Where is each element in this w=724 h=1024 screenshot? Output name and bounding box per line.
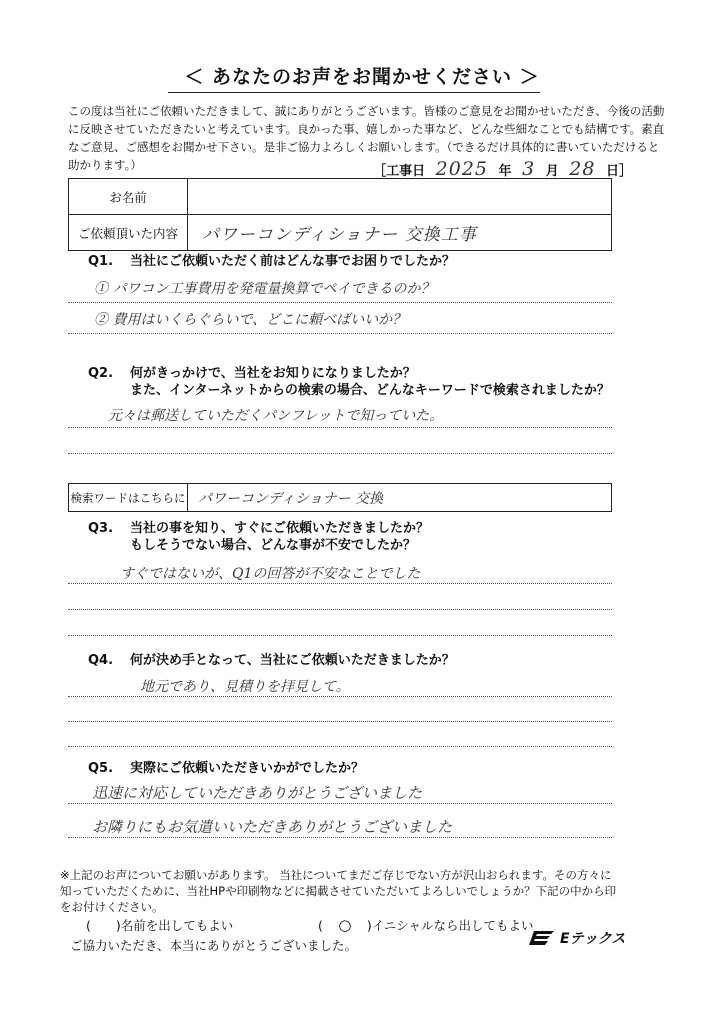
q2-text-1: 何がきっかけで、当社をお知りになりましたか？ <box>130 366 416 381</box>
construction-date <box>373 158 632 180</box>
company-logo <box>528 928 625 948</box>
q4-line-1 <box>68 696 612 697</box>
initial-circle-mark: ○ <box>338 916 352 934</box>
q5-answer-2: お隣りにもお気遣いいただきありがとうございました <box>92 818 453 836</box>
date-label: ［工事日 <box>373 164 426 179</box>
q5-question <box>88 760 364 777</box>
q4-answer: 地元であり、見積りを拝見して。 <box>140 679 350 695</box>
keyword-value: パワーコンディショナー 交換 <box>198 490 384 507</box>
date-month-unit: 月 <box>545 164 559 179</box>
q2-line-2 <box>68 453 612 454</box>
q3-line-2 <box>68 609 612 610</box>
logo-text: Eテックス <box>560 931 626 947</box>
option-initial-ok[interactable]: ( ○ )イニシャルなら出してもよい <box>318 916 534 934</box>
request-label: ご依頼頂いた内容 <box>69 215 188 250</box>
q4-line-2 <box>68 721 612 722</box>
logo-mark-icon <box>528 929 556 947</box>
info-table <box>68 178 612 251</box>
request-row <box>69 214 611 250</box>
q5-text: 実際にご依頼いただきいかがでしたか？ <box>130 761 365 776</box>
q5-line-2 <box>68 837 612 838</box>
name-row <box>69 179 611 214</box>
search-keyword-box <box>68 483 612 512</box>
date-year-unit: 年 <box>498 164 512 179</box>
q3-line-3 <box>68 635 612 636</box>
q2-answer: 元々は郵送していただくパンフレットで知っていた。 <box>108 408 444 424</box>
q4-question <box>88 652 455 669</box>
name-label: お名前 <box>69 179 188 214</box>
form-title: ＜ あなたのお声をお聞かせください ＞ <box>184 66 540 88</box>
q3-answer: すぐではないが、Q1の回答が不安なことでした <box>120 566 421 582</box>
q4-number: Q4. <box>88 653 114 668</box>
q1-text: 当社にご依頼いただく前はどんな事でお困りでしたか？ <box>130 254 456 269</box>
q1-number: Q1. <box>88 254 114 269</box>
q1-answer-1: ① パワコン工事費用を発電量換算でペイできるのか？ <box>94 281 435 297</box>
q1-question <box>88 253 455 270</box>
q2-number: Q2. <box>88 366 114 381</box>
option-name-ok[interactable] <box>86 916 233 934</box>
q3-number: Q3. <box>88 521 114 536</box>
q3-text-1: 当社の事を知り、すぐにご依頼いただきましたか？ <box>130 521 430 536</box>
publication-note: ※上記のお声についてお願いがあります。 当社についてまだご存じでない方が沢山おられます。その方々に知っていただくために、当社HPや印刷物などに掲載させていただいてよろしいでしょうか？下記の中から印をお付けください。 <box>60 868 617 914</box>
q1-line-2 <box>68 333 612 334</box>
date-year: 2025 <box>435 158 489 180</box>
date-day: 28 <box>569 158 596 180</box>
q3-question <box>88 520 429 554</box>
q5-number: Q5. <box>88 761 114 776</box>
option-initial-text: )イニシャルなら出してもよい <box>366 918 534 933</box>
q1-answer-2: ② 費用はいくらぐらいで、どこに頼べばいいか？ <box>94 312 407 328</box>
q1-line-1 <box>68 302 612 303</box>
title-underline <box>168 92 540 93</box>
q3-line-1 <box>68 583 612 584</box>
keyword-label: 検索ワードはこちらに <box>69 484 188 511</box>
q3-text-2: もしそうでない場合、どんな事が不安でしたか？ <box>130 538 417 553</box>
q5-line-1 <box>68 803 612 804</box>
thanks-text: ご協力いただき、本当にありがとうございました。 <box>70 938 358 953</box>
option-name-text: ( )名前を出してもよい <box>86 918 234 933</box>
name-value <box>188 179 611 214</box>
q2-question <box>88 365 610 399</box>
request-value: パワーコンディショナー 交換工事 <box>202 225 477 245</box>
q4-text: 何が決め手となって、当社にご依頼いただきましたか？ <box>130 653 455 668</box>
q2-text-2: また、インターネットからの検索の場合、どんなキーワードで検索されましたか？ <box>130 383 610 398</box>
q2-line-1 <box>68 427 612 428</box>
q4-line-3 <box>68 746 612 747</box>
q5-answer-1: 迅速に対応していただきありがとうございました <box>92 784 423 802</box>
intro-text: この度は当社にご依頼いただきまして、誠にありがとうございます。皆様のご意見をお聞かせいただき、今後の活動に反映させていただきたいと考えています。良かった事、嬉しかった事など、どんな些細なことでも結構です。素直なご意見、ご感想をお聞かせ下さい。是非ご協力よろしくお願いします。（できるだけ具体的に書いていただけると助かります。） <box>68 104 665 172</box>
date-day-unit: 日］ <box>605 164 632 179</box>
date-month: 3 <box>522 158 536 180</box>
